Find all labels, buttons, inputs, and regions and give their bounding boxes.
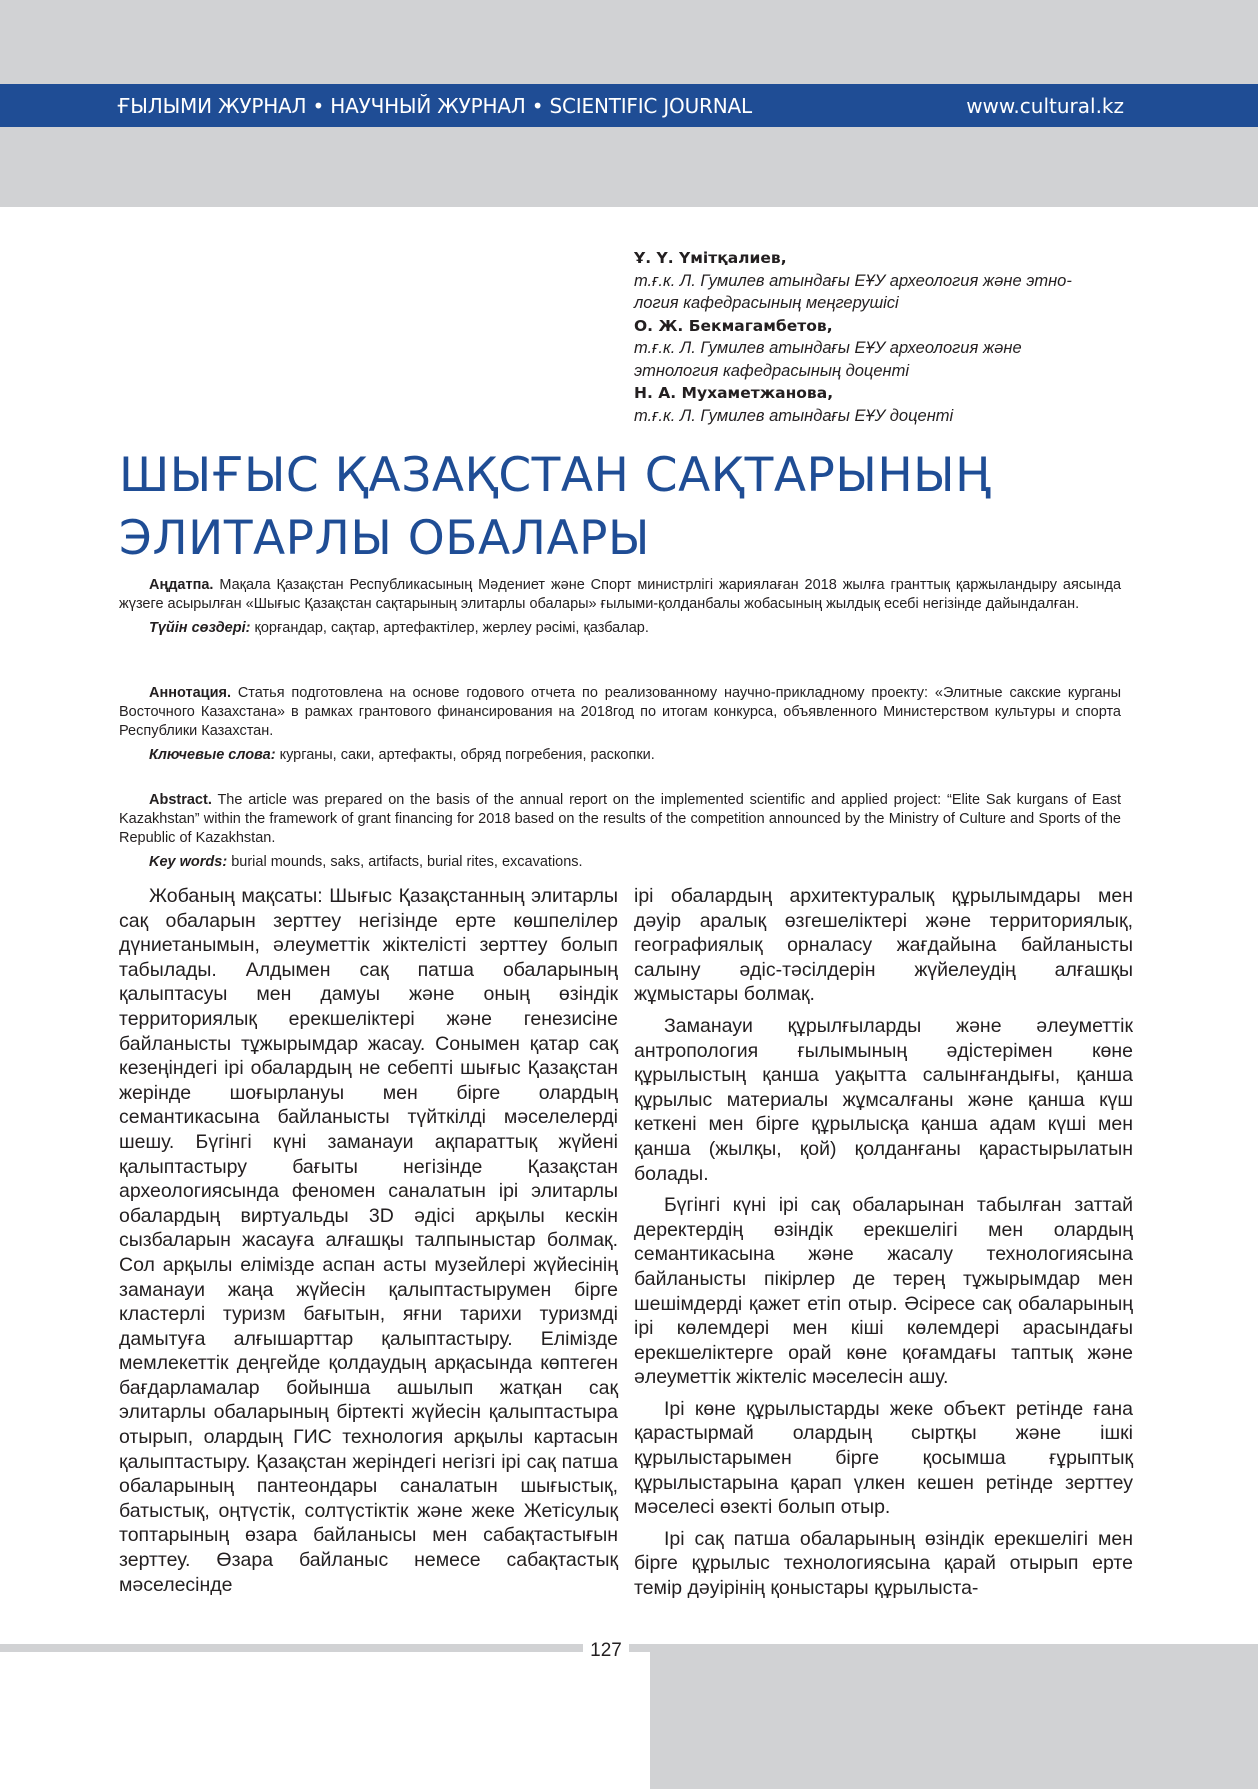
website-link[interactable]: www.cultural.kz xyxy=(966,94,1124,118)
abstract-russian xyxy=(119,684,1121,765)
footer-rule xyxy=(0,1644,1258,1652)
author-affiliation: логия кафедрасының меңгерушісі xyxy=(634,294,899,312)
keywords-label: Ключевые слова: xyxy=(149,747,276,763)
abstract-english xyxy=(119,791,1121,872)
journal-name: ҒЫЛЫМИ ЖУРНАЛ • НАУЧНЫЙ ЖУРНАЛ • SCIENTIFIC JOURNAL xyxy=(117,94,752,118)
author-affiliation: т.ғ.к. Л. Гумилев атындағы ЕҰУ археология және xyxy=(634,339,1022,357)
abstract-label: Аннотация. xyxy=(149,685,231,701)
abstract-text: The article was prepared on the basis of the annual report on the implemented scientific and applied project: “Elite Sak kurgans of East Kazakhstan” within the framework of grant financing for 2018 based on the results of the competition announced by the Ministry of Culture and Sports of the Republic of Kazakhstan. xyxy=(119,792,1121,846)
author-affiliation: т.ғ.к. Л. Гумилев атындағы ЕҰУ доценті xyxy=(634,406,954,425)
abstract-text: Статья подготовлена на основе годового отчета по реализованному научно-прикладному проекту: «Элитные сакские курганы Восточного Казахстана» в рамках грантового финансирования на 2018год по итогам конкурса, объявленного Министерством культуры и спорта Республики Казахстан. xyxy=(119,685,1121,739)
title-line: ЭЛИТАРЛЫ ОБАЛАРЫ xyxy=(119,511,650,566)
keywords-label: Түйін сөздері: xyxy=(149,620,251,636)
abstract-kazakh xyxy=(119,576,1121,638)
keywords-label: Key words: xyxy=(149,854,228,870)
footer-block xyxy=(650,1652,1258,1789)
body-paragraph: Ірі сақ патша обаларының өзіндік ерекшелігі мен бірге құрылыс технологиясына қарай отырып ерте темір дәуірінің қоныстары құрылыста- xyxy=(634,1527,1133,1600)
keywords-text: курганы, саки, артефакты, обряд погребения, раскопки. xyxy=(279,747,655,763)
article-title xyxy=(119,444,1119,570)
author-affiliation: т.ғ.к. Л. Гумилев атындағы ЕҰУ археология және этно- xyxy=(634,271,1072,290)
keywords-text: burial mounds, saks, artifacts, burial rites, excavations. xyxy=(231,854,583,870)
body-paragraph: Жобаның мақсаты: Шығыс Қазақстанның элитарлы сақ обаларын зерттеу негізінде ерте көшпелілер дүниетанымын, әлеуметтік жіктелісті зерттеу болып табылады. Алдымен сақ патша обаларының қалыптасуы мен дамуы және оның өзіндік территориялық ерекшеліктері және генезисіне байланысты тұжырымдар жасау. Сонымен қатар сақ кезеңіндегі ірі обалардың не себепті шығыс Қазақстан жерінде шоғырлануы мен бірге олардың семантикасына байланысты түйткілді мәселелерді шешу. Бүгінгі күні заманауи ақпараттық жүйені қалыптастыру бағыты негізінде Қазақстан археологиясында феномен саналатын ірі элитарлы обалардың виртуальды 3D әдісі арқылы кескін сызбаларын жасауға алғашқы талпыныстар болмақ. Сол арқылы елімізде аспан асты музейлері жүйесінің заманауи жаңа жүйесін қалыптастырумен бірге кластерлі туризм бағытын, яғни тарихи туризмді дамытуға алғышарттар қалыптастыру. Елімізде мемлекеттік деңгейде қолдаудың арқасында көптеген бағдарламалар бойынша ашылып жатқан сақ элитарлы обаларының біртекті жүйесін қалыптастыра отырып, олардың ГИС технология арқылы картасын қалыптастыру. Қазақстан жеріндегі негізгі ірі сақ патша обаларының пантеондары саналатын шығыстық, батыстық, оңтүстік, солтүстіктік және жеке Жетісулық топтарының өзара байланысы мен сабақтастығын зерттеу. Өзара байланыс немесе сабақтастық мәселесінде xyxy=(119,885,618,1596)
abstract-text: Мақала Қазақстан Республикасының Мәдениет және Спорт министрлігі жариялаған 2018 жылға гранттық қаржыландыру аясында жүзеге асырылған «Шығыс Қазақстан сақтарының элитарлы обалары» ғылыми-қолданбалы жобасының жылдық есебі негізінде дайындалған. xyxy=(119,577,1122,612)
body-paragraph: Заманауи құрылғыларды және әлеуметтік антропология ғылымының әдістерімен көне құрылыстың қанша уақытта салынғандығы, қанша құрылыс материалы жұмсалғаны және қанша күш кеткені мен бірге құрылысқа қанша адам күші мен қанша (жылқы, қой) қолданғаны қарастырылатын болады. xyxy=(634,1014,1133,1185)
keywords-text: қорғандар, сақтар, артефактілер, жерлеу рәсімі, қазбалар. xyxy=(254,620,649,636)
body-column-left xyxy=(119,884,618,1604)
page-number: 127 xyxy=(583,1640,629,1662)
author-name: Ұ. Ү. Үмітқалиев, xyxy=(634,249,787,267)
author-name: Н. А. Мухаметжанова, xyxy=(634,384,834,402)
authors-block xyxy=(634,247,1134,427)
abstract-label: Abstract. xyxy=(149,792,212,808)
body-paragraph: ірі обалардың архитектуралық құрылымдары мен дәуір аралық өзгешеліктері және территориялық, географиялық орналасу жағдайына байланысты салыну әдіс-тәсілдерін жүйелеудің алғашқы жұмыстары болмақ. xyxy=(634,885,1133,1006)
body-column-right xyxy=(634,884,1133,1608)
author-name: О. Ж. Бекмагамбетов, xyxy=(634,316,833,335)
body-paragraph: Бүгінгі күні ірі сақ обаларынан табылған заттай деректердің өзіндік ерекшелігі мен олардың семантикасына және жасалу технологиясына байланысты пікірлер де терең тұжырымдар мен шешімдерді қажет етіп отыр. Әсіресе сақ обаларының ірі көлемдері мен кіші көлемдері арасындағы ерекшеліктерге орай көне қоғамдағы таптық және әлеуметтік жіктеліс мәселесін ашу. xyxy=(634,1194,1133,1389)
title-line: ШЫҒЫС ҚАЗАҚСТАН САҚТАРЫНЫҢ xyxy=(119,448,991,503)
body-paragraph: Ірі көне құрылыстарды жеке объект ретінде ғана қарастырмай олардың сыртқы және ішкі құрылыстарымен бірге қосымша ғұрыптық құрылыстарына қарап үлкен кешен ретінде зерттеу мәселесі өзекті болып отыр. xyxy=(634,1397,1133,1519)
author-affiliation: этнология кафедрасының доценті xyxy=(634,361,910,380)
journal-banner xyxy=(0,84,1258,127)
abstract-label: Аңдатпа. xyxy=(149,577,214,593)
